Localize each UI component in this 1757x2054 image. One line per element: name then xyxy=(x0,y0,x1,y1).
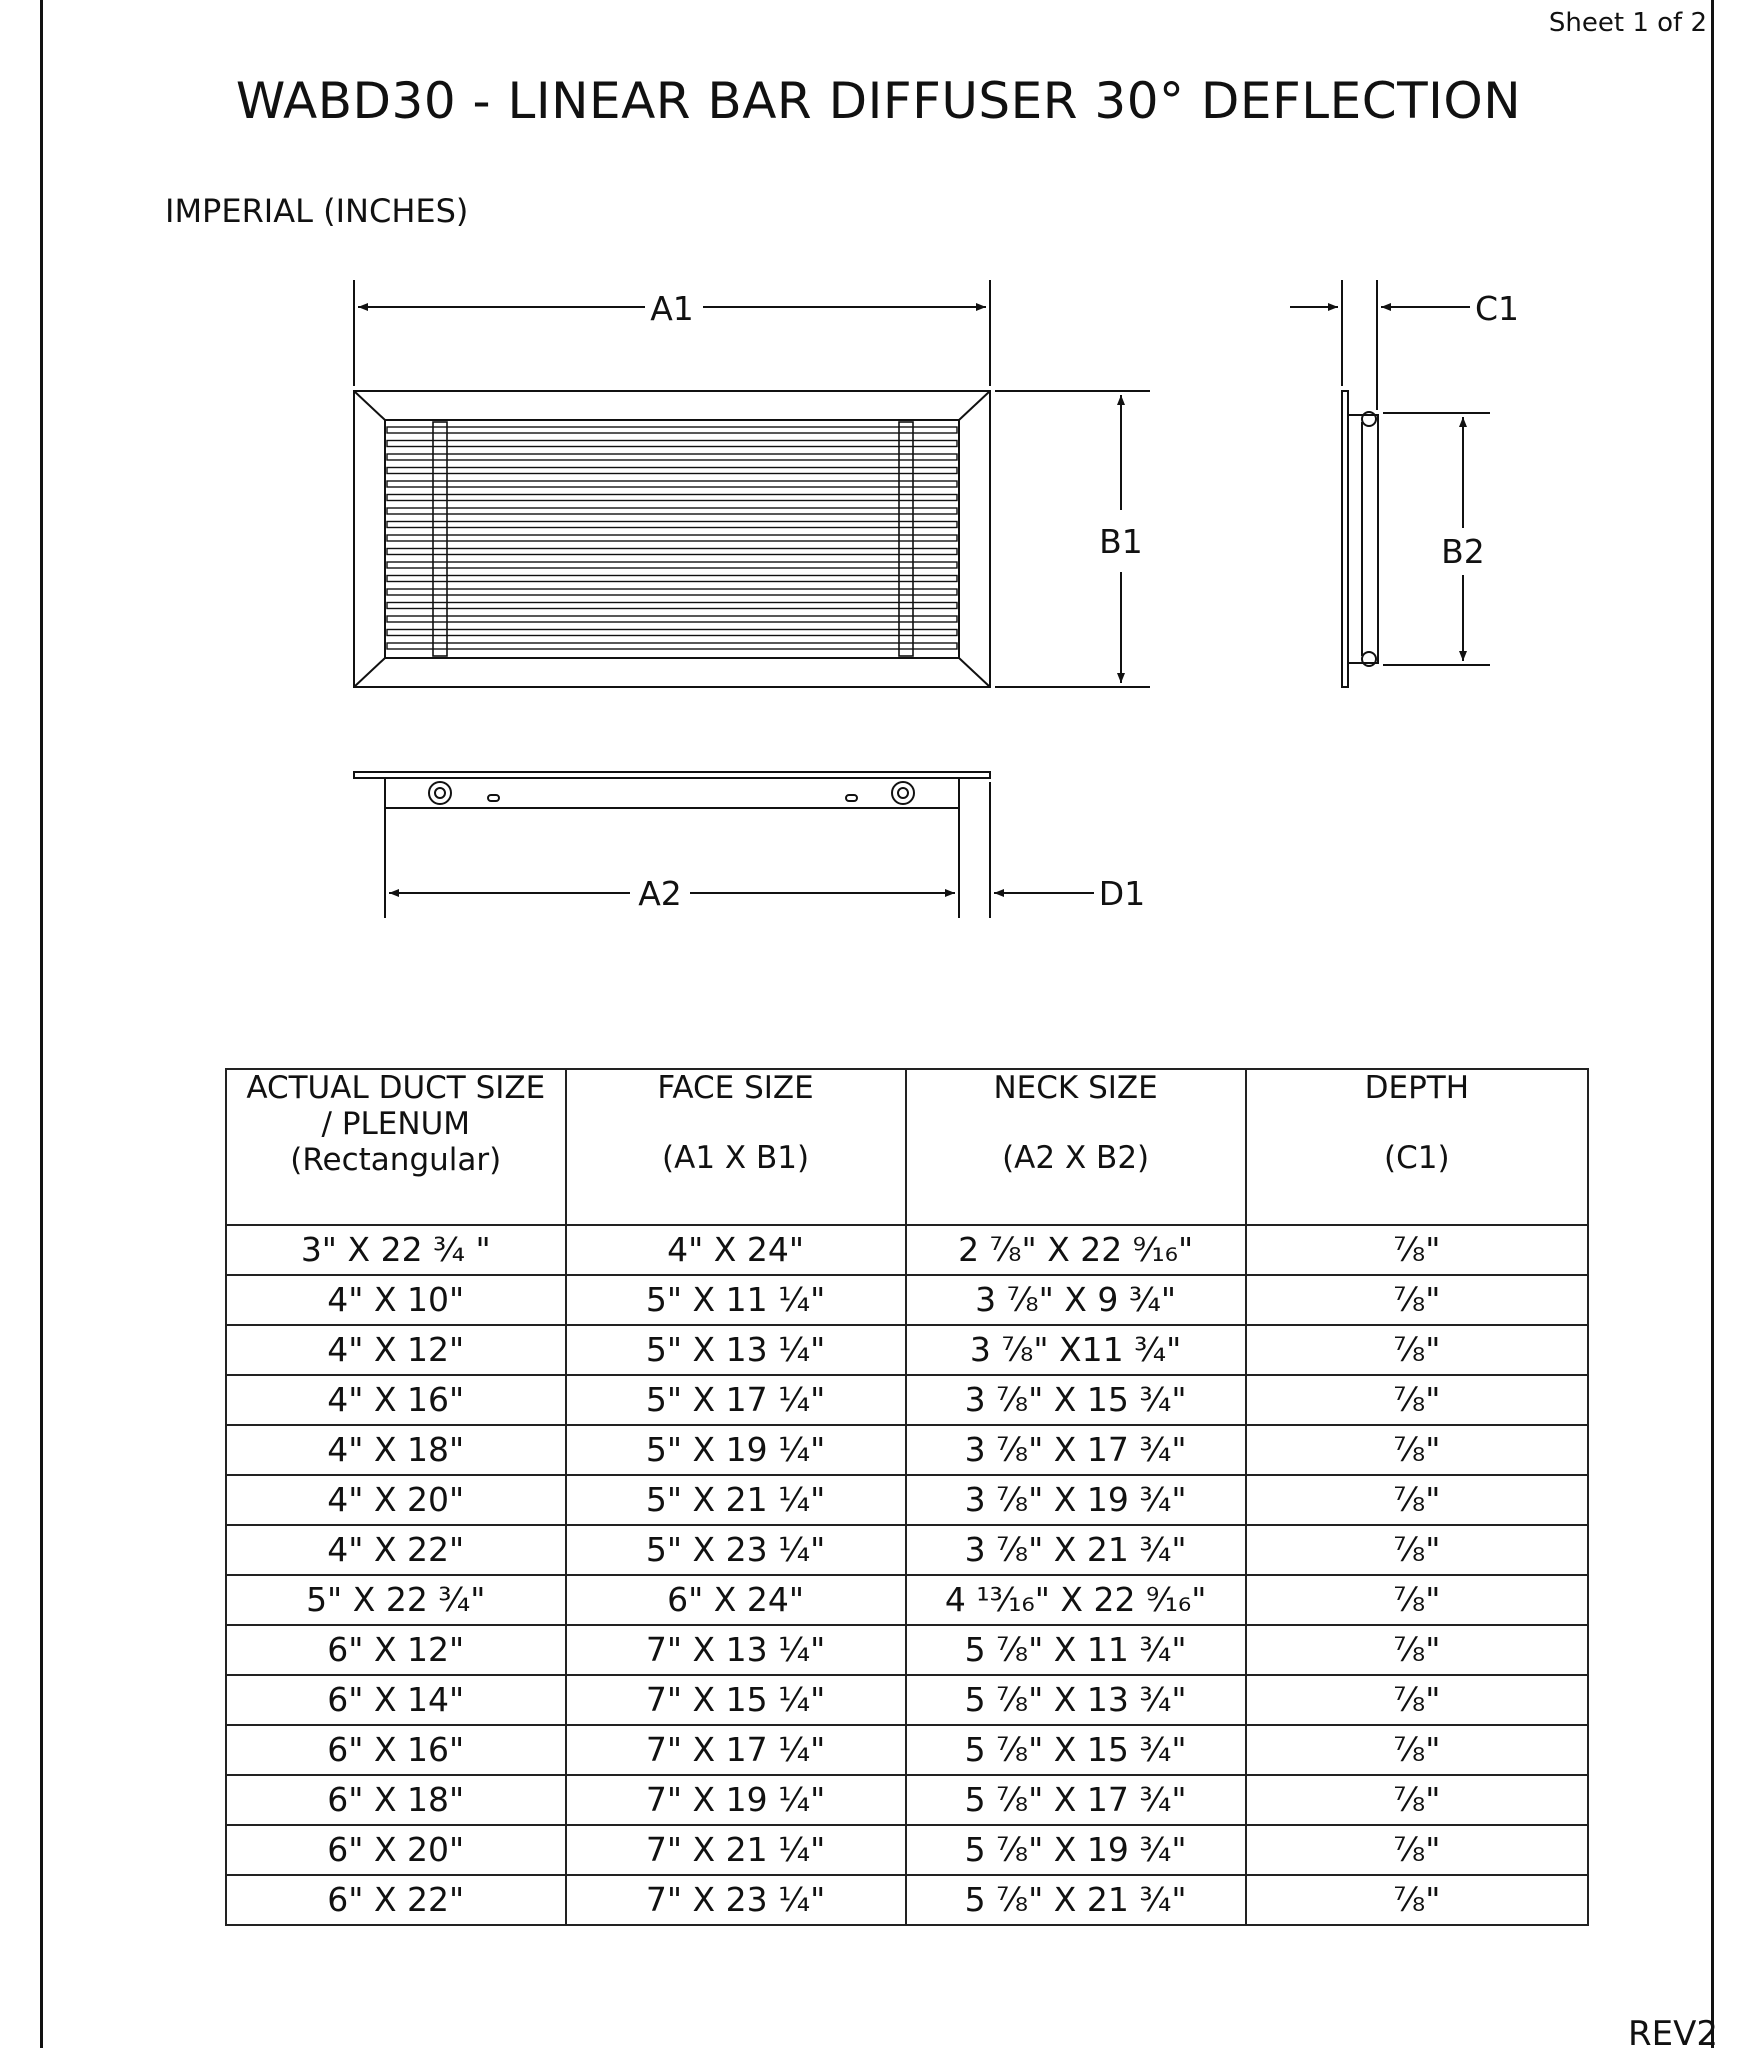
table-cell: 4 ¹³⁄₁₆" X 22 ⁹⁄₁₆" xyxy=(906,1575,1246,1625)
table-cell: ⅞" xyxy=(1246,1725,1588,1775)
table-cell: ⅞" xyxy=(1246,1575,1588,1625)
table-cell: 3" X 22 ¾ " xyxy=(226,1225,566,1275)
table-cell: 6" X 22" xyxy=(226,1875,566,1925)
table-cell: 6" X 24" xyxy=(566,1575,906,1625)
top-view xyxy=(354,772,990,808)
table-cell: ⅞" xyxy=(1246,1825,1588,1875)
table-cell: 5" X 11 ¼" xyxy=(566,1275,906,1325)
header-line xyxy=(567,1106,905,1140)
table-cell: 5 ⅞" X 11 ¾" xyxy=(906,1625,1246,1675)
table-cell: 5 ⅞" X 15 ¾" xyxy=(906,1725,1246,1775)
table-cell: 6" X 18" xyxy=(226,1775,566,1825)
table-cell: 4" X 24" xyxy=(566,1225,906,1275)
table-cell: 3 ⅞" X 17 ¾" xyxy=(906,1425,1246,1475)
table-row xyxy=(226,1525,1588,1575)
table-cell: 7" X 21 ¼" xyxy=(566,1825,906,1875)
side-view xyxy=(1342,391,1378,687)
diffuser-bar xyxy=(387,481,957,487)
table-body xyxy=(226,1225,1588,1925)
table-cell: 7" X 13 ¼" xyxy=(566,1625,906,1675)
header-line xyxy=(1247,1106,1587,1140)
header-line: / PLENUM xyxy=(321,1106,471,1142)
table-cell: 5 ⅞" X 21 ¾" xyxy=(906,1875,1246,1925)
header-line: (C1) xyxy=(1384,1140,1450,1176)
diffuser-bar xyxy=(387,549,957,555)
dimension-a2 xyxy=(385,782,1094,918)
diffuser-bar xyxy=(387,616,957,622)
table-cell: 7" X 17 ¼" xyxy=(566,1725,906,1775)
table-cell: 5" X 19 ¼" xyxy=(566,1425,906,1475)
label-d1: D1 xyxy=(1098,874,1146,913)
table-cell: 4" X 20" xyxy=(226,1475,566,1525)
diffuser-bar xyxy=(387,643,957,649)
label-b2: B2 xyxy=(1441,532,1485,571)
table-cell: ⅞" xyxy=(1246,1625,1588,1675)
table-header-cell xyxy=(906,1069,1246,1225)
table-cell: 3 ⅞" X11 ¾" xyxy=(906,1325,1246,1375)
table-cell: 3 ⅞" X 19 ¾" xyxy=(906,1475,1246,1525)
table-cell: 5" X 22 ¾" xyxy=(226,1575,566,1625)
diffuser-bar xyxy=(387,535,957,541)
header-line: FACE SIZE xyxy=(657,1070,814,1106)
table-cell: 4" X 18" xyxy=(226,1425,566,1475)
table-row xyxy=(226,1725,1588,1775)
table-cell: ⅞" xyxy=(1246,1875,1588,1925)
table-row xyxy=(226,1325,1588,1375)
table-cell: 5" X 21 ¼" xyxy=(566,1475,906,1525)
header-line: (A2 X B2) xyxy=(1002,1140,1150,1176)
diffuser-bar xyxy=(387,562,957,568)
table-row xyxy=(226,1825,1588,1875)
table-cell: 5" X 13 ¼" xyxy=(566,1325,906,1375)
table-row xyxy=(226,1775,1588,1825)
table-row xyxy=(226,1475,1588,1525)
diffuser-bar xyxy=(387,522,957,528)
table-cell: 5 ⅞" X 19 ¾" xyxy=(906,1825,1246,1875)
technical-drawing xyxy=(0,0,1757,1000)
table-cell: 3 ⅞" X 15 ¾" xyxy=(906,1375,1246,1425)
diffuser-bar xyxy=(387,589,957,595)
table-cell: ⅞" xyxy=(1246,1775,1588,1825)
header-line: (Rectangular) xyxy=(290,1142,502,1178)
units-label: IMPERIAL (INCHES) xyxy=(165,192,469,230)
table-header-cell xyxy=(226,1069,566,1225)
header-line: DEPTH xyxy=(1364,1070,1470,1106)
diffuser-bar xyxy=(387,576,957,582)
header-line: ACTUAL DUCT SIZE xyxy=(246,1070,546,1106)
table-header-cell xyxy=(566,1069,906,1225)
table-cell: 6" X 20" xyxy=(226,1825,566,1875)
table-cell: ⅞" xyxy=(1246,1275,1588,1325)
diffuser-bars xyxy=(387,427,957,649)
table-cell: ⅞" xyxy=(1246,1375,1588,1425)
label-b1: B1 xyxy=(1099,522,1143,561)
label-a1: A1 xyxy=(650,289,694,328)
diffuser-bar xyxy=(387,427,957,433)
table-cell: 6" X 14" xyxy=(226,1675,566,1725)
table-cell: ⅞" xyxy=(1246,1325,1588,1375)
table-row xyxy=(226,1625,1588,1675)
size-table xyxy=(225,1068,1589,1926)
table-cell: 3 ⅞" X 21 ¾" xyxy=(906,1525,1246,1575)
diffuser-bar xyxy=(387,603,957,609)
diffuser-bar xyxy=(387,468,957,474)
diffuser-bar xyxy=(387,441,957,447)
table-cell: 6" X 16" xyxy=(226,1725,566,1775)
diffuser-bar xyxy=(387,495,957,501)
table-row xyxy=(226,1225,1588,1275)
sheet-number: Sheet 1 of 2 xyxy=(1548,8,1707,38)
diffuser-bar xyxy=(387,508,957,514)
table-cell: 7" X 23 ¼" xyxy=(566,1875,906,1925)
page-title: WABD30 - LINEAR BAR DIFFUSER 30° DEFLECTION xyxy=(235,72,1522,130)
table-cell: 4" X 10" xyxy=(226,1275,566,1325)
table-cell: ⅞" xyxy=(1246,1225,1588,1275)
header-line xyxy=(907,1106,1245,1140)
header-line: (A1 X B1) xyxy=(662,1140,810,1176)
dimension-c1 xyxy=(1290,280,1470,410)
table-cell: 5" X 17 ¼" xyxy=(566,1375,906,1425)
table-cell: 7" X 19 ¼" xyxy=(566,1775,906,1825)
table-row xyxy=(226,1875,1588,1925)
table-header-row xyxy=(226,1069,1588,1225)
table-cell: ⅞" xyxy=(1246,1525,1588,1575)
table-cell: 5 ⅞" X 13 ¾" xyxy=(906,1675,1246,1725)
table-row xyxy=(226,1375,1588,1425)
table-cell: 6" X 12" xyxy=(226,1625,566,1675)
table-row xyxy=(226,1275,1588,1325)
header-line: NECK SIZE xyxy=(993,1070,1158,1106)
table-cell: ⅞" xyxy=(1246,1675,1588,1725)
table-header-cell xyxy=(1246,1069,1588,1225)
table-row xyxy=(226,1575,1588,1625)
label-a2: A2 xyxy=(638,874,682,913)
table-cell: 4" X 22" xyxy=(226,1525,566,1575)
diffuser-bar xyxy=(387,630,957,636)
revision-label: REV2 xyxy=(1628,2014,1718,2054)
table-row xyxy=(226,1675,1588,1725)
table-cell: 4" X 16" xyxy=(226,1375,566,1425)
diffuser-bar xyxy=(387,454,957,460)
table-cell: 3 ⅞" X 9 ¾" xyxy=(906,1275,1246,1325)
table-row xyxy=(226,1425,1588,1475)
front-view xyxy=(354,391,990,687)
table-cell: 2 ⅞" X 22 ⁹⁄₁₆" xyxy=(906,1225,1246,1275)
table-cell: 5 ⅞" X 17 ¾" xyxy=(906,1775,1246,1825)
table-cell: ⅞" xyxy=(1246,1425,1588,1475)
table-cell: 5" X 23 ¼" xyxy=(566,1525,906,1575)
table-cell: 4" X 12" xyxy=(226,1325,566,1375)
table-cell: ⅞" xyxy=(1246,1475,1588,1525)
label-c1: C1 xyxy=(1474,289,1520,328)
table-cell: 7" X 15 ¼" xyxy=(566,1675,906,1725)
